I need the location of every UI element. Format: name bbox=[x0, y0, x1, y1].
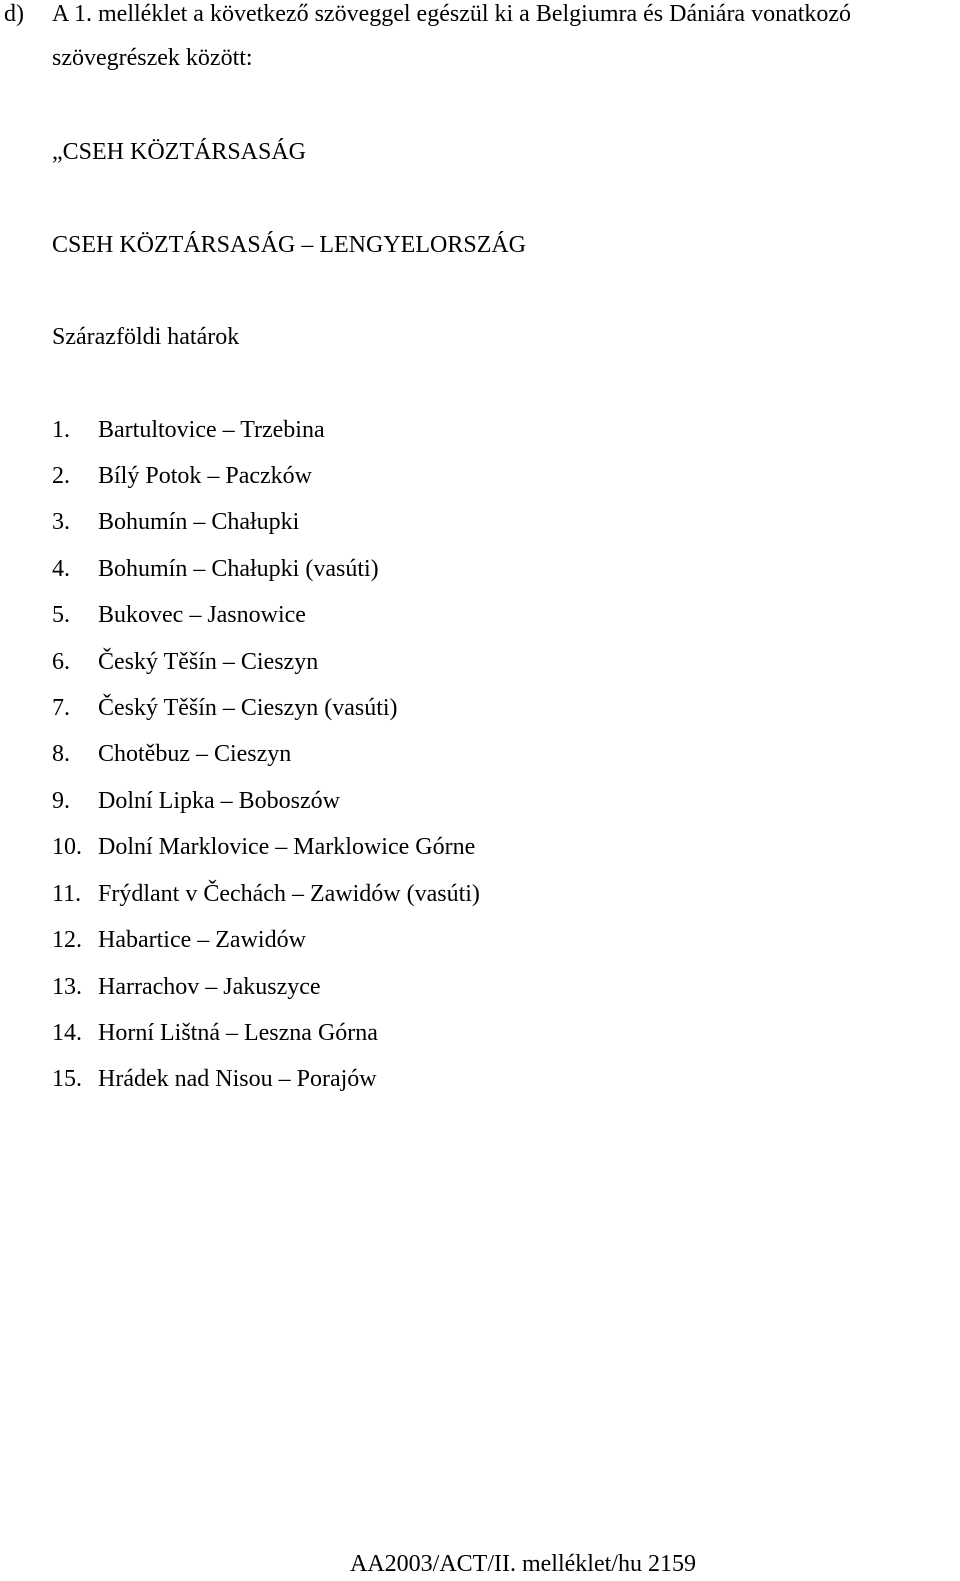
page-footer: AA2003/ACT/II. melléklet/hu 2159 bbox=[350, 1551, 696, 1577]
item-number: 15. bbox=[52, 1066, 82, 1092]
intro-line-1: A 1. melléklet a következő szöveggel egészül ki a Belgiumra és Dániára vonatkozó bbox=[52, 1, 852, 27]
list-item bbox=[52, 833, 475, 861]
list-item bbox=[52, 740, 291, 768]
item-number: 13. bbox=[52, 974, 82, 1000]
list-item bbox=[52, 1065, 377, 1093]
list-item bbox=[52, 462, 312, 490]
item-text: Bohumín – Chałupki bbox=[98, 509, 300, 535]
list-item bbox=[52, 880, 480, 908]
item-text: Dolní Marklovice – Marklowice Górne bbox=[98, 834, 476, 860]
item-number: 7. bbox=[52, 695, 70, 721]
item-number: 3. bbox=[52, 509, 70, 535]
item-text: Bohumín – Chałupki (vasúti) bbox=[98, 556, 379, 582]
item-number: 8. bbox=[52, 741, 70, 767]
item-text: Bartultovice – Trzebina bbox=[98, 417, 325, 443]
item-text: Habartice – Zawidów bbox=[98, 927, 306, 953]
item-text: Horní Lištná – Leszna Górna bbox=[98, 1020, 378, 1046]
section-heading: Szárazföldi határok bbox=[52, 324, 240, 350]
country-heading: „CSEH KÖZTÁRSASÁG bbox=[52, 139, 307, 165]
item-text: Český Těšín – Cieszyn (vasúti) bbox=[98, 695, 398, 721]
list-item bbox=[52, 648, 318, 676]
item-number: 4. bbox=[52, 556, 70, 582]
list-item bbox=[52, 1019, 378, 1047]
item-number: 11. bbox=[52, 881, 82, 907]
item-number: 14. bbox=[52, 1020, 82, 1046]
item-number: 1. bbox=[52, 417, 70, 443]
list-item bbox=[52, 787, 340, 815]
intro-line-2: szövegrészek között: bbox=[52, 45, 253, 71]
list-item bbox=[52, 926, 306, 954]
list-item bbox=[52, 694, 398, 722]
item-number: 12. bbox=[52, 927, 82, 953]
item-text: Bukovec – Jasnowice bbox=[98, 602, 306, 628]
item-text: Dolní Lipka – Boboszów bbox=[98, 788, 340, 814]
list-item bbox=[52, 555, 379, 583]
item-text: Český Těšín – Cieszyn bbox=[98, 649, 319, 675]
item-number: 5. bbox=[52, 602, 70, 628]
list-item bbox=[52, 973, 321, 1001]
list-marker: d) bbox=[4, 1, 24, 27]
item-number: 6. bbox=[52, 649, 70, 675]
item-text: Chotěbuz – Cieszyn bbox=[98, 741, 292, 767]
item-number: 2. bbox=[52, 463, 70, 489]
list-item bbox=[52, 416, 325, 444]
item-number: 10. bbox=[52, 834, 82, 860]
list-item bbox=[52, 601, 306, 629]
border-heading: CSEH KÖZTÁRSASÁG – LENGYELORSZÁG bbox=[52, 232, 527, 258]
item-number: 9. bbox=[52, 788, 70, 814]
list-item bbox=[52, 508, 299, 536]
item-text: Bílý Potok – Paczków bbox=[98, 463, 312, 489]
item-text: Harrachov – Jakuszyce bbox=[98, 974, 321, 1000]
item-text: Frýdlant v Čechách – Zawidów (vasúti) bbox=[98, 881, 480, 907]
item-text: Hrádek nad Nisou – Porajów bbox=[98, 1066, 377, 1092]
